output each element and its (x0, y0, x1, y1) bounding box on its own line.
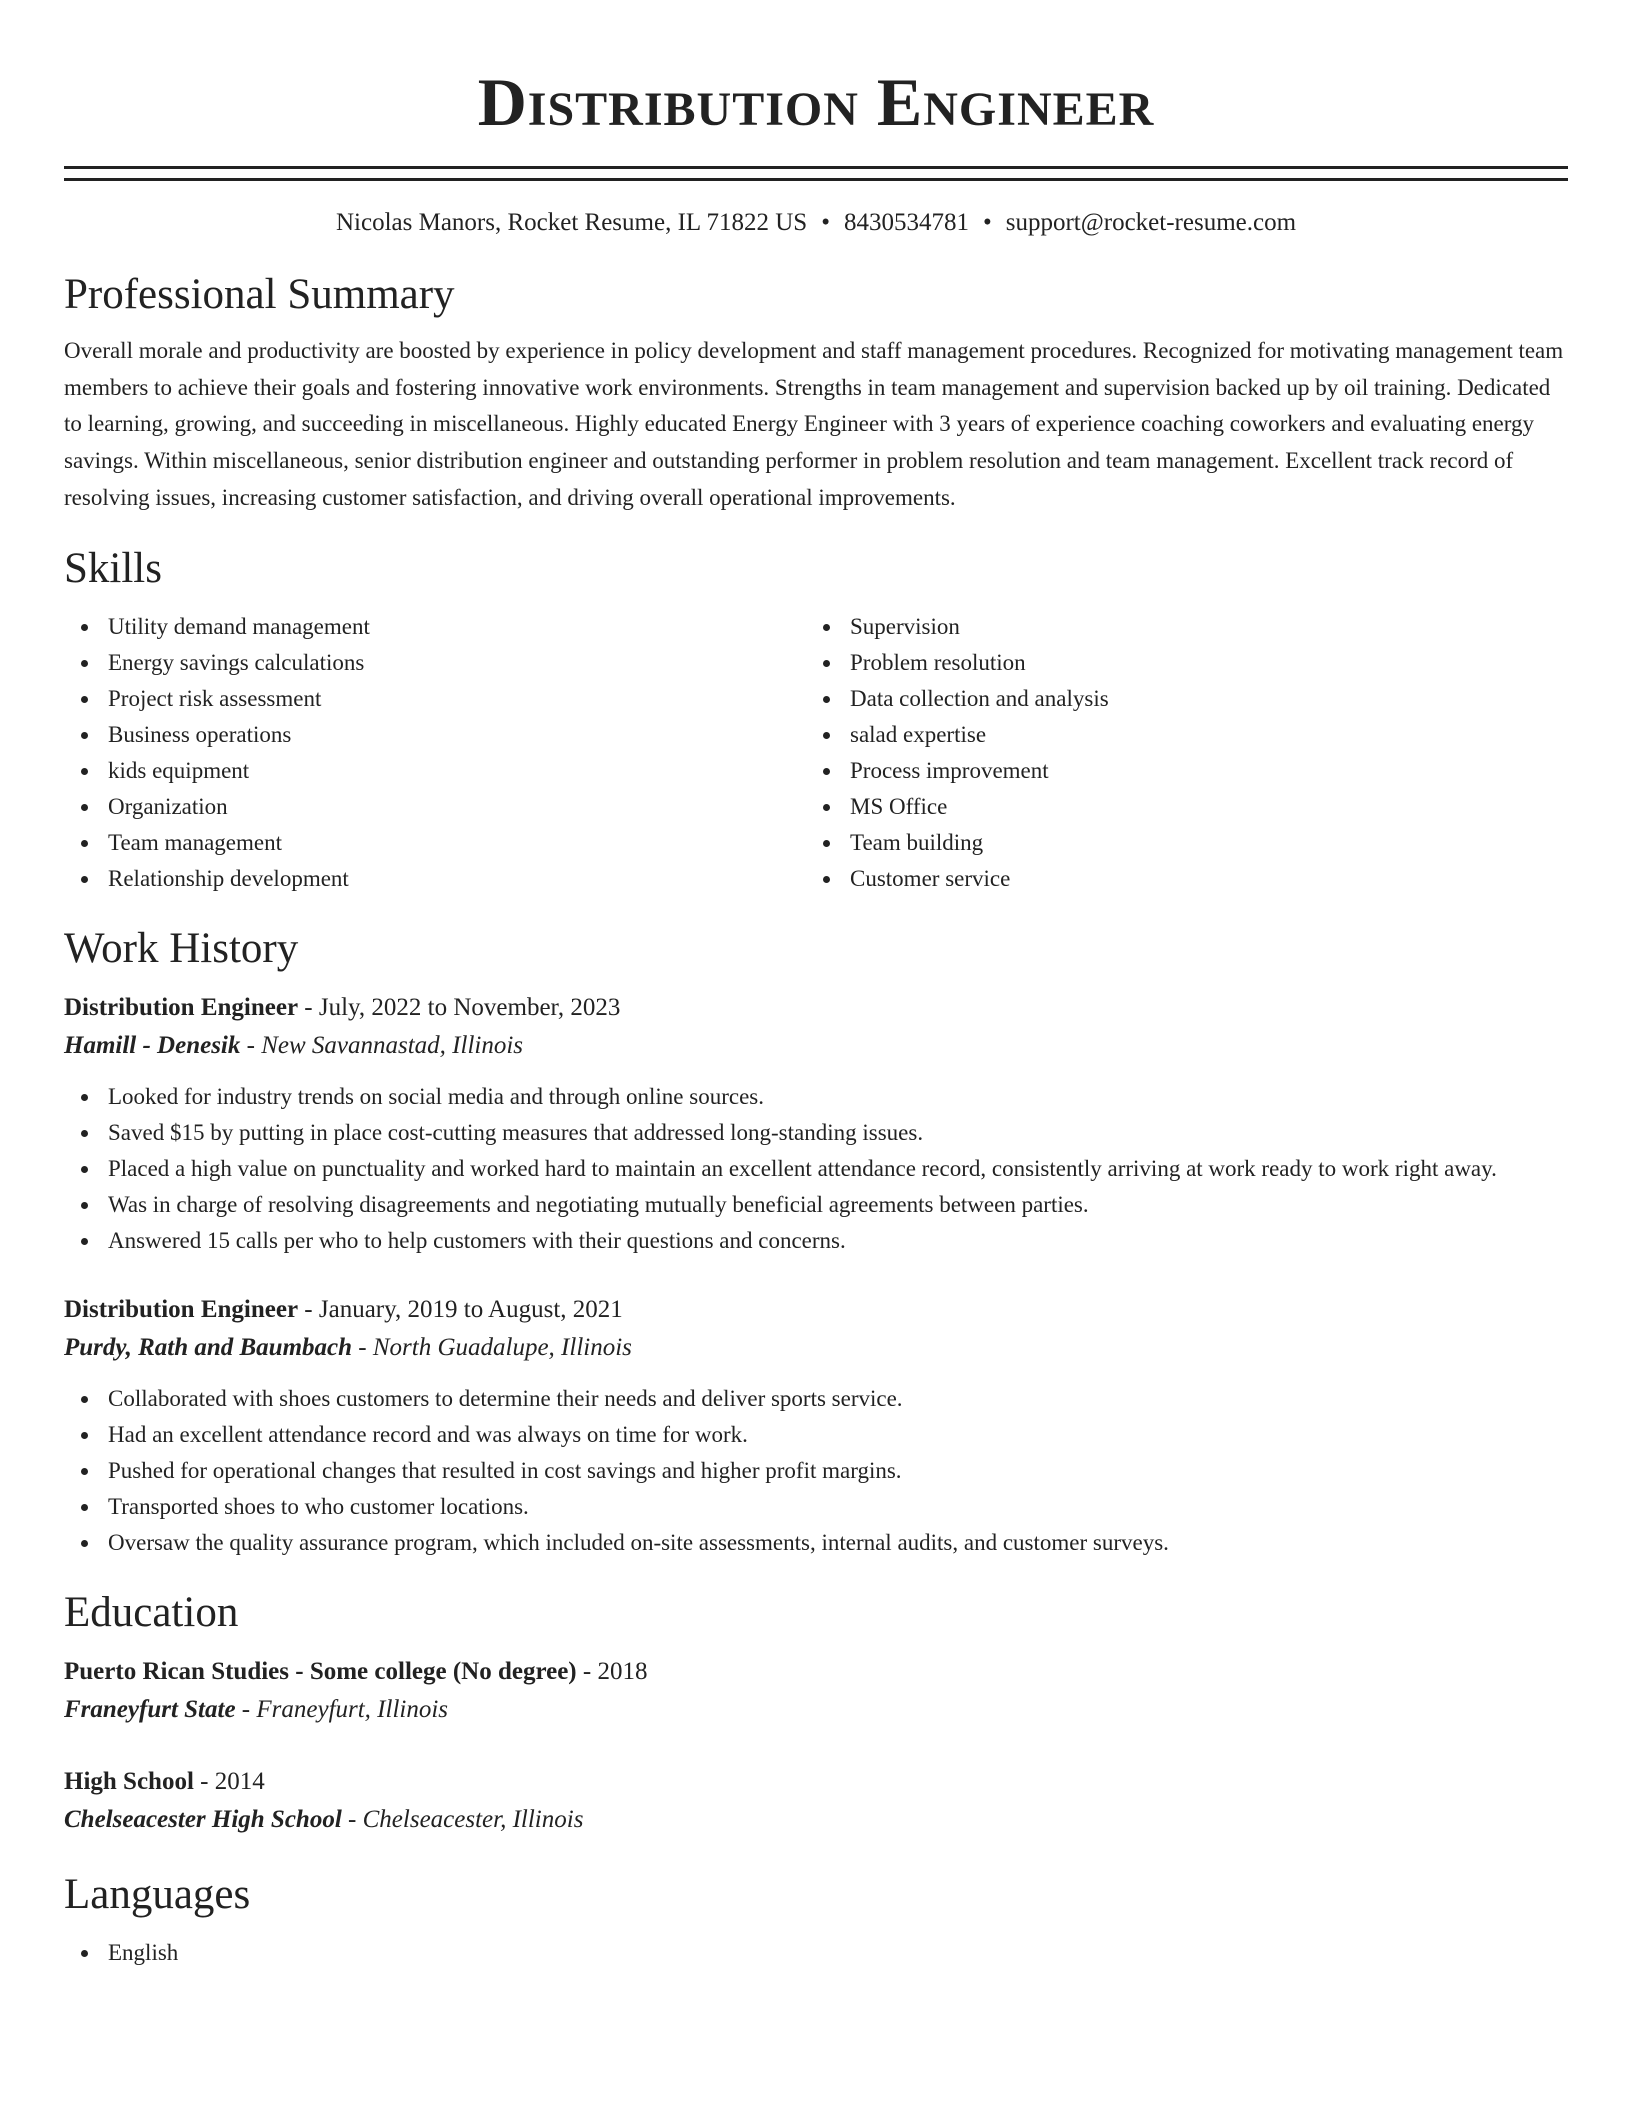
resume-page (64, 0, 1568, 1971)
skill-item: Business operations (64, 717, 806, 753)
skill-item: Customer service (806, 861, 1548, 897)
work-history-heading: Work History (64, 924, 299, 972)
skill-item: kids equipment (64, 753, 806, 789)
languages-list (64, 1935, 1568, 1971)
duty-item: Answered 15 calls per who to help customers with their questions and concerns. (64, 1223, 1568, 1259)
skill-item: Energy savings calculations (64, 645, 806, 681)
school-location: - Chelseacester, Illinois (341, 1805, 584, 1833)
company-location: - North Guadalupe, Illinois (352, 1333, 632, 1361)
skill-item: Data collection and analysis (806, 681, 1548, 717)
job-dates: - July, 2022 to November, 2023 (298, 993, 621, 1021)
job-entry (64, 1291, 1568, 1561)
job-title: Distribution Engineer (64, 993, 299, 1021)
languages-heading: Languages (64, 1870, 251, 1918)
degree-year: - 2018 (576, 1657, 648, 1685)
skills-column-left (64, 609, 806, 897)
skill-item: salad expertise (806, 717, 1548, 753)
duty-item: Collaborated with shoes customers to determine their needs and deliver sports service. (64, 1381, 1568, 1417)
skill-item: Supervision (806, 609, 1548, 645)
duty-item: Pushed for operational changes that resulted in cost savings and higher profit margins. (64, 1453, 1568, 1489)
skills-heading: Skills (64, 544, 162, 592)
company-name: Hamill - Denesik (64, 1031, 241, 1059)
job-dates: - January, 2019 to August, 2021 (298, 1295, 623, 1323)
duty-item: Transported shoes to who customer locations. (64, 1489, 1568, 1525)
skills-list (64, 609, 1568, 897)
summary-heading: Professional Summary (64, 271, 455, 318)
job-duties (64, 1079, 1568, 1259)
skill-item: Organization (64, 789, 806, 825)
summary-text: Overall morale and productivity are boosted by experience in policy development and staff management procedures. Recognized for motivating management team members to achieve their goals and fostering innovative work environments. Strengths in team management and supervision backed up by oil training. Dedicated to learning, growing, and succeeding in miscellaneous. Highly educated Energy Engineer with 3 years of experience coaching coworkers and evaluating energy savings. Within miscellaneous, senior distribution engineer and outstanding performer in problem resolution and team management. Excellent track record of resolving issues, increasing customer satisfaction, and driving overall operational improvements. (64, 338, 1564, 510)
company-line (64, 1329, 1568, 1367)
skill-item: Project risk assessment (64, 681, 806, 717)
duty-item: Had an excellent attendance record and was always on time for work. (64, 1417, 1568, 1453)
job-title-line (64, 1291, 1568, 1329)
skills-column-right (806, 609, 1548, 897)
resume-title: Distribution Engineer (477, 64, 1155, 140)
skill-item: Relationship development (64, 861, 806, 897)
education-heading: Education (64, 1588, 239, 1636)
contact-address: Nicolas Manors, Rocket Resume, IL 71822 US (335, 209, 808, 236)
job-title: Distribution Engineer (64, 1295, 299, 1323)
duty-item: Placed a high value on punctuality and worked hard to maintain an excellent attendance record, consistently arriving at work ready to work right away. (64, 1151, 1568, 1187)
education-entry (64, 1763, 1568, 1839)
language-item: English (64, 1935, 1568, 1971)
degree-line (64, 1763, 1568, 1801)
contact-separator: • (982, 209, 992, 236)
job-entry (64, 989, 1568, 1259)
school-name: Chelseacester High School (64, 1805, 342, 1833)
job-duties (64, 1381, 1568, 1561)
degree-year: - 2014 (193, 1767, 265, 1795)
contact-email: support@rocket-resume.com (1005, 209, 1297, 236)
school-line (64, 1691, 1568, 1729)
contact-phone: 8430534781 (843, 209, 969, 236)
duty-item: Saved $15 by putting in place cost-cutting measures that addressed long-standing issues. (64, 1115, 1568, 1151)
company-location: - New Savannastad, Illinois (240, 1031, 524, 1059)
duty-item: Was in charge of resolving disagreements and negotiating mutually beneficial agreements between parties. (64, 1187, 1568, 1223)
contact-line (64, 207, 1568, 239)
degree-name: High School (64, 1767, 194, 1795)
degree-name: Puerto Rican Studies - Some college (No degree) (64, 1657, 577, 1685)
school-line (64, 1801, 1568, 1839)
school-name: Franeyfurt State (64, 1695, 236, 1723)
education-entry (64, 1653, 1568, 1729)
company-line (64, 1027, 1568, 1065)
skill-item: MS Office (806, 789, 1548, 825)
school-location: - Franeyfurt, Illinois (235, 1695, 449, 1723)
skill-item: Utility demand management (64, 609, 806, 645)
skill-item: Team building (806, 825, 1548, 861)
duty-item: Oversaw the quality assurance program, which included on-site assessments, internal audits, and customer surveys. (64, 1525, 1568, 1561)
degree-line (64, 1653, 1568, 1691)
duty-item: Looked for industry trends on social media and through online sources. (64, 1079, 1568, 1115)
company-name: Purdy, Rath and Baumbach (64, 1333, 353, 1361)
title-divider (64, 166, 1568, 181)
skill-item: Problem resolution (806, 645, 1548, 681)
contact-separator: • (821, 209, 830, 236)
job-title-line (64, 989, 1568, 1027)
skill-item: Team management (64, 825, 806, 861)
skill-item: Process improvement (806, 753, 1548, 789)
